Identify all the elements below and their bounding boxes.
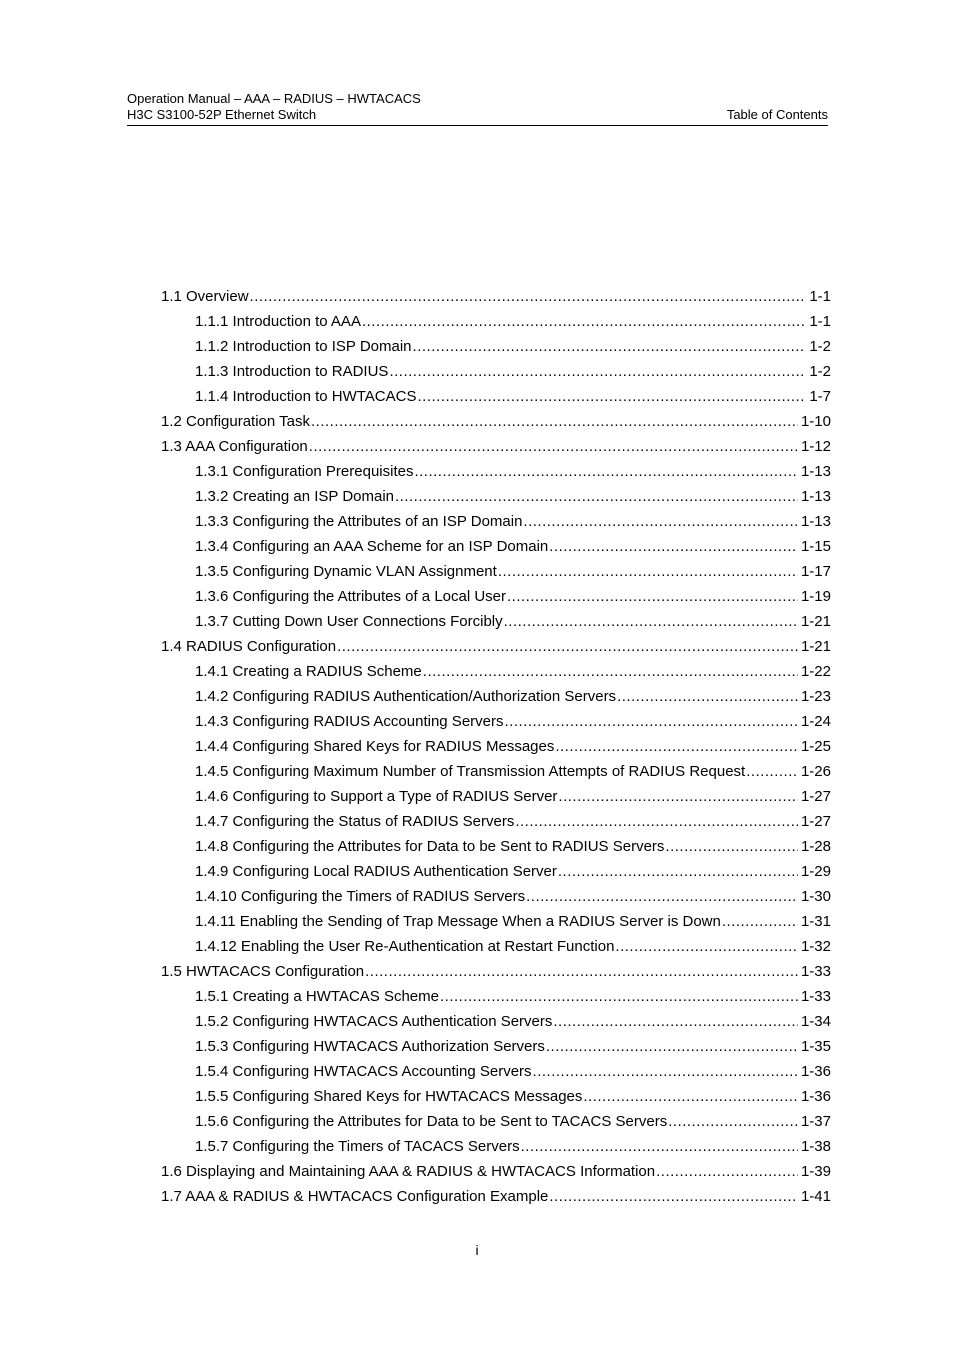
toc-entry[interactable] [161,884,831,909]
dot-leader [498,559,798,584]
toc-entry[interactable] [161,509,831,534]
toc-entry-title: 1.4.4 Configuring Shared Keys for RADIUS Messages [195,738,555,755]
toc-entry[interactable] [161,359,831,384]
toc-entry[interactable] [161,1084,831,1109]
dot-leader [546,1034,798,1059]
toc-entry-page: 1-35 [800,1038,831,1055]
toc-entry-title: 1.4.9 Configuring Local RADIUS Authentication Server [195,863,557,880]
dot-leader [533,1059,798,1084]
dot-leader [365,959,798,984]
toc-entry-page: 1-1 [809,313,831,330]
toc-entry[interactable] [161,609,831,634]
toc-entry[interactable] [161,1134,831,1159]
toc-entry-title: 1.1.2 Introduction to ISP Domain [195,338,412,355]
toc-entry[interactable] [161,959,831,984]
toc-entry[interactable] [161,734,831,759]
dot-leader [549,1184,798,1209]
toc-entry[interactable] [161,859,831,884]
dot-leader [656,1159,798,1184]
toc-entry-page: 1-39 [800,1163,831,1180]
dot-leader [423,659,798,684]
toc-entry-page: 1-12 [800,438,831,455]
toc-entry[interactable] [161,684,831,709]
toc-entry-title: 1.5.6 Configuring the Attributes for Data to be Sent to TACACS Servers [195,1113,668,1130]
section-title: Table of Contents [726,107,828,122]
dot-leader [414,459,798,484]
dot-leader [440,984,798,1009]
toc-entry-title: 1.3.1 Configuration Prerequisites [195,463,414,480]
toc-entry-page: 1-30 [800,888,831,905]
toc-entry-page: 1-41 [800,1188,831,1205]
dot-leader [413,334,807,359]
dot-leader [504,609,798,634]
toc-entry-page: 1-23 [800,688,831,705]
toc-entry-page: 1-33 [800,963,831,980]
toc-entry-title: 1.5.2 Configuring HWTACACS Authentication Servers [195,1013,553,1030]
dot-leader [665,834,798,859]
toc-entry-page: 1-15 [800,538,831,555]
page-number: i [475,1242,479,1258]
toc-entry[interactable] [161,934,831,959]
toc-entry-page: 1-32 [800,938,831,955]
toc-entry[interactable] [161,1159,831,1184]
dot-leader [526,884,798,909]
dot-leader [309,434,798,459]
toc-entry[interactable] [161,909,831,934]
toc-entry[interactable] [161,534,831,559]
dot-leader [362,309,806,334]
toc-entry-title: 1.5.5 Configuring Shared Keys for HWTACACS Messages [195,1088,583,1105]
dot-leader [505,709,798,734]
toc-entry-title: 1.3.2 Creating an ISP Domain [195,488,395,505]
toc-entry-title: 1.5.7 Configuring the Timers of TACACS Servers [195,1138,520,1155]
toc-entry-title: 1.3.6 Configuring the Attributes of a Local User [195,588,507,605]
page-header [127,90,828,126]
dot-leader [311,409,798,434]
toc-entry-page: 1-27 [800,813,831,830]
dot-leader [558,784,798,809]
dot-leader [668,1109,798,1134]
dot-leader [337,634,798,659]
toc-entry-title: 1.4.1 Creating a RADIUS Scheme [195,663,422,680]
dot-leader [549,534,798,559]
toc-entry-page: 1-36 [800,1063,831,1080]
toc-entry-page: 1-13 [800,488,831,505]
toc-entry-title: 1.1.3 Introduction to RADIUS [195,363,389,380]
toc-entry[interactable] [161,759,831,784]
toc-entry[interactable] [161,559,831,584]
dot-leader [507,584,798,609]
toc-entry-page: 1-2 [809,338,831,355]
toc-entry[interactable] [161,809,831,834]
toc-entry-page: 1-1 [809,288,831,305]
toc-entry-page: 1-26 [800,763,831,780]
toc-entry-page: 1-19 [800,588,831,605]
toc-entry[interactable] [161,434,831,459]
toc-entry-title: 1.4.6 Configuring to Support a Type of RADIUS Server [195,788,558,805]
product-name: H3C S3100-52P Ethernet Switch [127,107,317,122]
toc-entry-title: 1.4.7 Configuring the Status of RADIUS Servers [195,813,515,830]
toc-entry[interactable] [161,709,831,734]
toc-entry[interactable] [161,334,831,359]
dot-leader [553,1009,798,1034]
dot-leader [395,484,798,509]
toc-entry-title: 1.4.5 Configuring Maximum Number of Transmission Attempts of RADIUS Request [195,763,746,780]
dot-leader [521,1134,798,1159]
toc-entry-page: 1-36 [800,1088,831,1105]
toc-entry[interactable] [161,659,831,684]
toc-entry[interactable] [161,1109,831,1134]
toc-entry-page: 1-25 [800,738,831,755]
toc-entry-page: 1-13 [800,513,831,530]
toc-entry[interactable] [161,1059,831,1084]
toc-entry-page: 1-10 [800,413,831,430]
toc-entry-title: 1.7 AAA & RADIUS & HWTACACS Configuration Example [161,1188,549,1205]
toc-entry-page: 1-28 [800,838,831,855]
toc-entry[interactable] [161,309,831,334]
toc-entry-title: 1.4 RADIUS Configuration [161,638,337,655]
toc-entry-title: 1.3.5 Configuring Dynamic VLAN Assignment [195,563,497,580]
toc-entry-title: 1.2 Configuration Task [161,413,310,430]
toc-entry-title: 1.1.1 Introduction to AAA [195,313,361,330]
dot-leader [389,359,806,384]
toc-entry-page: 1-33 [800,988,831,1005]
toc-entry[interactable] [161,384,831,409]
toc-entry-title: 1.4.2 Configuring RADIUS Authentication/Authorization Servers [195,688,617,705]
table-of-contents [161,284,831,1209]
dot-leader [583,1084,798,1109]
toc-entry-page: 1-21 [800,613,831,630]
toc-entry-title: 1.5.1 Creating a HWTACAS Scheme [195,988,439,1005]
toc-entry-title: 1.4.11 Enabling the Sending of Trap Message When a RADIUS Server is Down [195,913,721,930]
toc-entry[interactable] [161,459,831,484]
toc-entry-title: 1.5.3 Configuring HWTACACS Authorization Servers [195,1038,545,1055]
toc-entry-page: 1-29 [800,863,831,880]
dot-leader [250,284,807,309]
toc-entry[interactable] [161,1184,831,1209]
toc-entry-page: 1-37 [800,1113,831,1130]
toc-entry[interactable] [161,834,831,859]
toc-entry-page: 1-34 [800,1013,831,1030]
toc-entry-page: 1-2 [809,363,831,380]
toc-entry[interactable] [161,984,831,1009]
toc-entry-page: 1-22 [800,663,831,680]
toc-entry-title: 1.6 Displaying and Maintaining AAA & RADIUS & HWTACACS Information [161,1163,656,1180]
toc-entry-page: 1-17 [800,563,831,580]
toc-entry-page: 1-38 [800,1138,831,1155]
toc-entry[interactable] [161,409,831,434]
toc-entry-page: 1-21 [800,638,831,655]
toc-entry-page: 1-13 [800,463,831,480]
toc-entry[interactable] [161,484,831,509]
toc-entry-title: 1.4.10 Configuring the Timers of RADIUS Servers [195,888,526,905]
toc-entry-title: 1.5 HWTACACS Configuration [161,963,365,980]
toc-entry[interactable] [161,584,831,609]
dot-leader [417,384,806,409]
toc-entry[interactable] [161,1009,831,1034]
dot-leader [558,859,798,884]
toc-entry[interactable] [161,784,831,809]
toc-entry-title: 1.4.12 Enabling the User Re-Authentication at Restart Function [195,938,615,955]
toc-entry-title: 1.3.7 Cutting Down User Connections Forcibly [195,613,503,630]
toc-entry-page: 1-7 [809,388,831,405]
dot-leader [615,934,798,959]
toc-entry-page: 1-27 [800,788,831,805]
toc-entry-title: 1.1.4 Introduction to HWTACACS [195,388,417,405]
toc-entry-page: 1-24 [800,713,831,730]
toc-entry-title: 1.3.4 Configuring an AAA Scheme for an ISP Domain [195,538,549,555]
manual-title: Operation Manual – AAA – RADIUS – HWTACACS [127,91,421,106]
dot-leader [746,759,798,784]
toc-entry[interactable] [161,634,831,659]
toc-entry-title: 1.3 AAA Configuration [161,438,308,455]
toc-entry-title: 1.4.3 Configuring RADIUS Accounting Servers [195,713,504,730]
dot-leader [515,809,798,834]
toc-entry[interactable] [161,1034,831,1059]
toc-entry-title: 1.1 Overview [161,288,249,305]
toc-entry-title: 1.3.3 Configuring the Attributes of an ISP Domain [195,513,523,530]
toc-entry-title: 1.4.8 Configuring the Attributes for Data to be Sent to RADIUS Servers [195,838,665,855]
dot-leader [617,684,798,709]
dot-leader [523,509,798,534]
toc-entry[interactable] [161,284,831,309]
dot-leader [555,734,798,759]
toc-entry-title: 1.5.4 Configuring HWTACACS Accounting Servers [195,1063,532,1080]
dot-leader [722,909,798,934]
toc-entry-page: 1-31 [800,913,831,930]
